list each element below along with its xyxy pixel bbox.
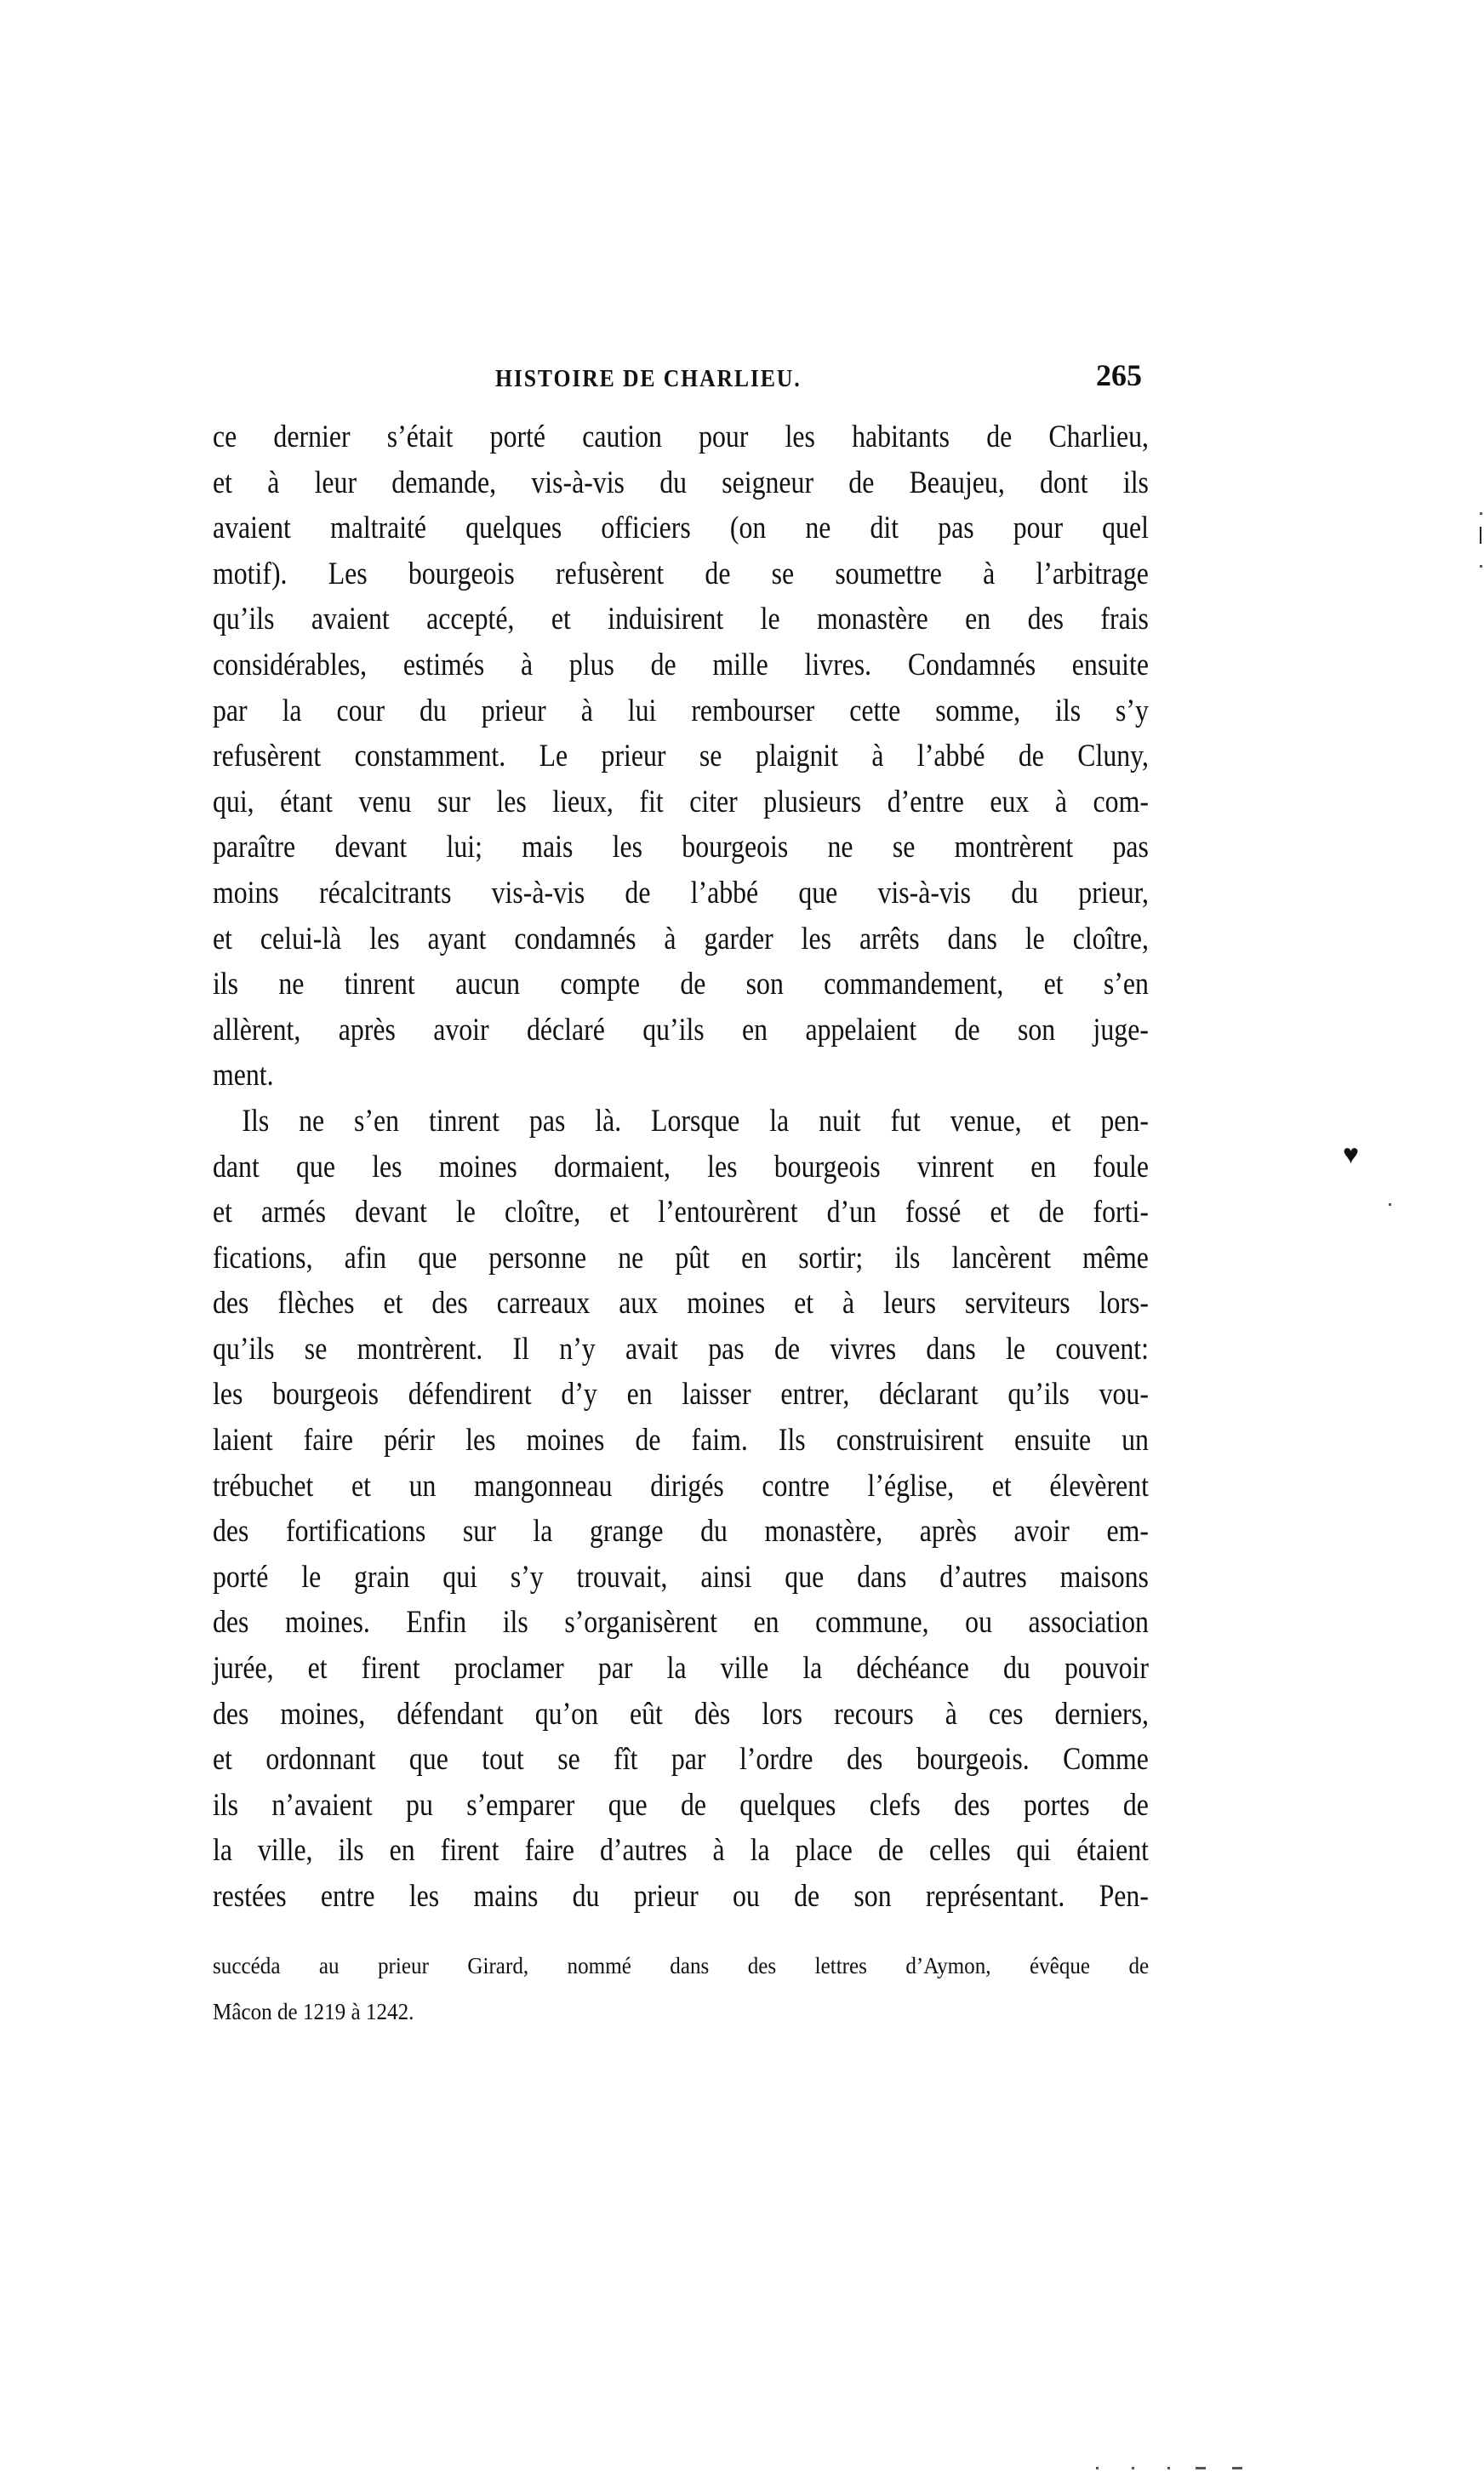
- text-line: laient faire périr les moines de faim. Ils construisirent ensuite un: [213, 1423, 1149, 1459]
- text-line: et à leur demande, vis-à-vis du seigneur de Beaujeu, dont ils: [213, 465, 1149, 500]
- text-line: jurée, et firent proclamer par la ville la déchéance du pouvoir: [213, 1651, 1149, 1687]
- text-line: qu’ils se montrèrent. Il n’y avait pas de vivres dans le couvent:: [213, 1331, 1149, 1367]
- text-line: des fortifications sur la grange du monastère, après avoir em-: [213, 1514, 1149, 1550]
- text-line: qu’ils avaient accepté, et induisirent le monastère en des frais: [213, 602, 1149, 637]
- footnote-line: succéda au prieur Girard, nommé dans des lettres d’Aymon, évêque de: [213, 1953, 1150, 1978]
- text-line: par la cour du prieur à lui rembourser cette somme, ils s’y: [213, 693, 1149, 728]
- text-line: moins récalcitrants vis-à-vis de l’abbé que vis-à-vis du prieur,: [213, 875, 1149, 911]
- text-line: porté le grain qui s’y trouvait, ainsi que dans d’autres maisons: [213, 1559, 1149, 1595]
- text-line: ils n’avaient pu s’emparer que de quelques clefs des portes de: [213, 1787, 1149, 1823]
- running-title: HISTOIRE DE CHARLIEU.: [495, 366, 802, 392]
- scan-speck: [1232, 2467, 1242, 2469]
- scan-speck: [1480, 512, 1482, 515]
- margin-ink-blot-icon: ♥: [1343, 1139, 1359, 1169]
- text-line: des flèches et des carreaux aux moines et à leurs serviteurs lors-: [213, 1286, 1149, 1322]
- text-line: des moines, défendant qu’on eût dès lors recours à ces derniers,: [213, 1696, 1149, 1732]
- text-line: les bourgeois défendirent d’y en laisser entrer, déclarant qu’ils vou-: [213, 1377, 1149, 1413]
- text-line: considérables, estimés à plus de mille livres. Condamnés ensuite: [213, 647, 1149, 682]
- text-line: avaient maltraité quelques officiers (on ne dit pas pour quel: [213, 511, 1149, 546]
- text-line: refusèrent constamment. Le prieur se plaignit à l’abbé de Cluny,: [213, 739, 1149, 774]
- scan-speck: [1096, 2467, 1099, 2469]
- paragraph-start-line: Ils ne s’en tinrent pas là. Lorsque la nuit fut venue, et pen-: [242, 1103, 1149, 1139]
- text-line: fications, afin que personne ne pût en sortir; ils lancèrent même: [213, 1240, 1149, 1276]
- text-line: paraître devant lui; mais les bourgeois ne se montrèrent pas: [213, 830, 1149, 865]
- text-line: ils ne tinrent aucun compte de son commandement, et s’en: [213, 967, 1149, 1002]
- scan-speck: [1132, 2467, 1134, 2469]
- scan-speck: [1389, 1203, 1391, 1206]
- text-line: allèrent, après avoir déclaré qu’ils en appelaient de son juge-: [213, 1012, 1149, 1048]
- running-head: [213, 357, 1149, 400]
- body-text: [213, 414, 1149, 1920]
- page-number: 265: [1096, 358, 1142, 392]
- text-line: qui, étant venu sur les lieux, fit citer plusieurs d’entre eux à com-: [213, 784, 1149, 819]
- scan-speck: [1196, 2467, 1206, 2469]
- footnote: [213, 1943, 1149, 2035]
- text-line: trébuchet et un mangonneau dirigés contre l’église, et élevèrent: [213, 1468, 1149, 1504]
- scan-speck: [1167, 2467, 1170, 2469]
- margin-bar-mark: [1480, 527, 1481, 544]
- text-line: motif). Les bourgeois refusèrent de se soumettre à l’arbitrage: [213, 556, 1149, 591]
- text-line: ce dernier s’était porté caution pour les habitants de Charlieu,: [213, 420, 1149, 454]
- text-line: ment.: [213, 1058, 274, 1093]
- scan-speck: [1480, 565, 1482, 568]
- footnote-line: Mâcon de 1219 à 1242.: [213, 1999, 414, 2024]
- text-line: et celui-là les ayant condamnés à garder les arrêts dans le cloître,: [213, 921, 1149, 956]
- text-line: et armés devant le cloître, et l’entourèrent d’un fossé et de forti-: [213, 1195, 1149, 1230]
- text-line: restées entre les mains du prieur ou de son représentant. Pen-: [213, 1879, 1149, 1914]
- text-line: des moines. Enfin ils s’organisèrent en commune, ou association: [213, 1605, 1149, 1641]
- text-line: la ville, ils en firent faire d’autres à la place de celles qui étaient: [213, 1833, 1149, 1869]
- text-line: dant que les moines dormaient, les bourgeois vinrent en foule: [213, 1149, 1149, 1185]
- text-line: et ordonnant que tout se fît par l’ordre des bourgeois. Comme: [213, 1742, 1149, 1778]
